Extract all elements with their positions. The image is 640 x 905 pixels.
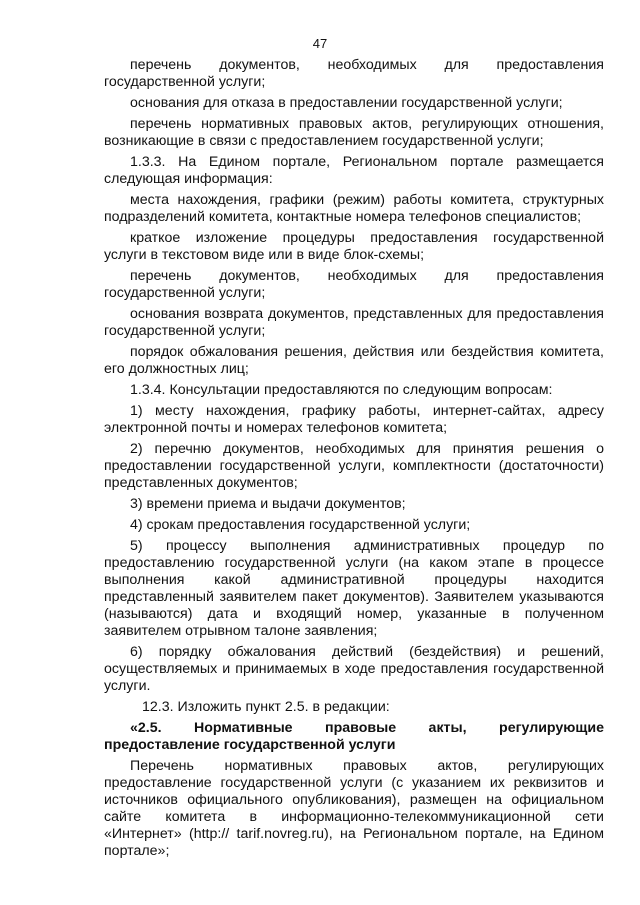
list-item-2: 2) перечню документов, необходимых для принятия решения о предоставлении государственной услуги, комплектности (достаточности) представленных документов; (104, 441, 604, 491)
paragraph-documents-list: перечень документов, необходимых для предоставления государственной услуги; (104, 57, 604, 90)
paragraph-legal-acts-list: перечень нормативных правовых актов, регулирующих отношения, возникающие в связи с предоставлением государственной услуги; (104, 116, 604, 149)
paragraph-1-3-4: 1.3.4. Консультации предоставляются по следующим вопросам: (130, 382, 553, 398)
paragraph-1-3-3: 1.3.3. На Едином портале, Региональном портале размещается следующая информация: (104, 154, 604, 187)
section-2-5-heading: «2.5. Нормативные правовые акты, регулирующие предоставление государственной услуги (104, 720, 604, 753)
list-item-6: 6) порядку обжалования действий (бездействия) и решений, осуществляемых и принимаемых в ходе предоставления государственной услуги. (104, 644, 604, 694)
paragraph-locations-schedules: места нахождения, графики (режим) работы комитета, структурных подразделений комитета, контактные номера телефонов специалистов; (104, 192, 604, 225)
paragraph-documents-required: перечень документов, необходимых для предоставления государственной услуги; (104, 268, 604, 301)
amendment-instruction: 12.3. Изложить пункт 2.5. в редакции: (142, 699, 390, 715)
section-2-5-body: Перечень нормативных правовых актов, регулирующих предоставление государственной услуги (с указанием их реквизитов и источников официального опубликования), размещен на официальном сайте комитета в информационно-телекоммуникационной сети «Интернет» (http:// tarif.novreg.ru), на Региональном портале, на Едином портале»; (104, 758, 604, 859)
paragraph-appeal-procedure: порядок обжалования решения, действия или бездействия комитета, его должностных лиц; (104, 344, 604, 377)
document-body (104, 57, 604, 864)
paragraph-refusal-grounds: основания для отказа в предоставлении государственной услуги; (130, 95, 563, 111)
paragraph-return-grounds: основания возврата документов, представленных для предоставления государственной услуги; (104, 306, 604, 339)
list-item-4: 4) срокам предоставления государственной услуги; (130, 517, 471, 533)
page-number: 47 (312, 36, 328, 51)
paragraph-procedure-summary: краткое изложение процедуры предоставления государственной услуги в текстовом виде или в виде блок-схемы; (104, 230, 604, 263)
list-item-1: 1) месту нахождения, графику работы, интернет-сайтах, адресу электронной почты и номерах телефонов комитета; (104, 403, 604, 436)
list-item-5: 5) процессу выполнения административных процедур по предоставлению государственной услуги (на каком этапе в процессе выполнения какой административной процедуры находится представленный заявителем пакет документов). Заявителем указываются (называются) дата и входящий номер, указанные в полученном заявителем отрывном талоне заявления; (104, 538, 604, 639)
list-item-3: 3) времени приема и выдачи документов; (130, 496, 406, 512)
